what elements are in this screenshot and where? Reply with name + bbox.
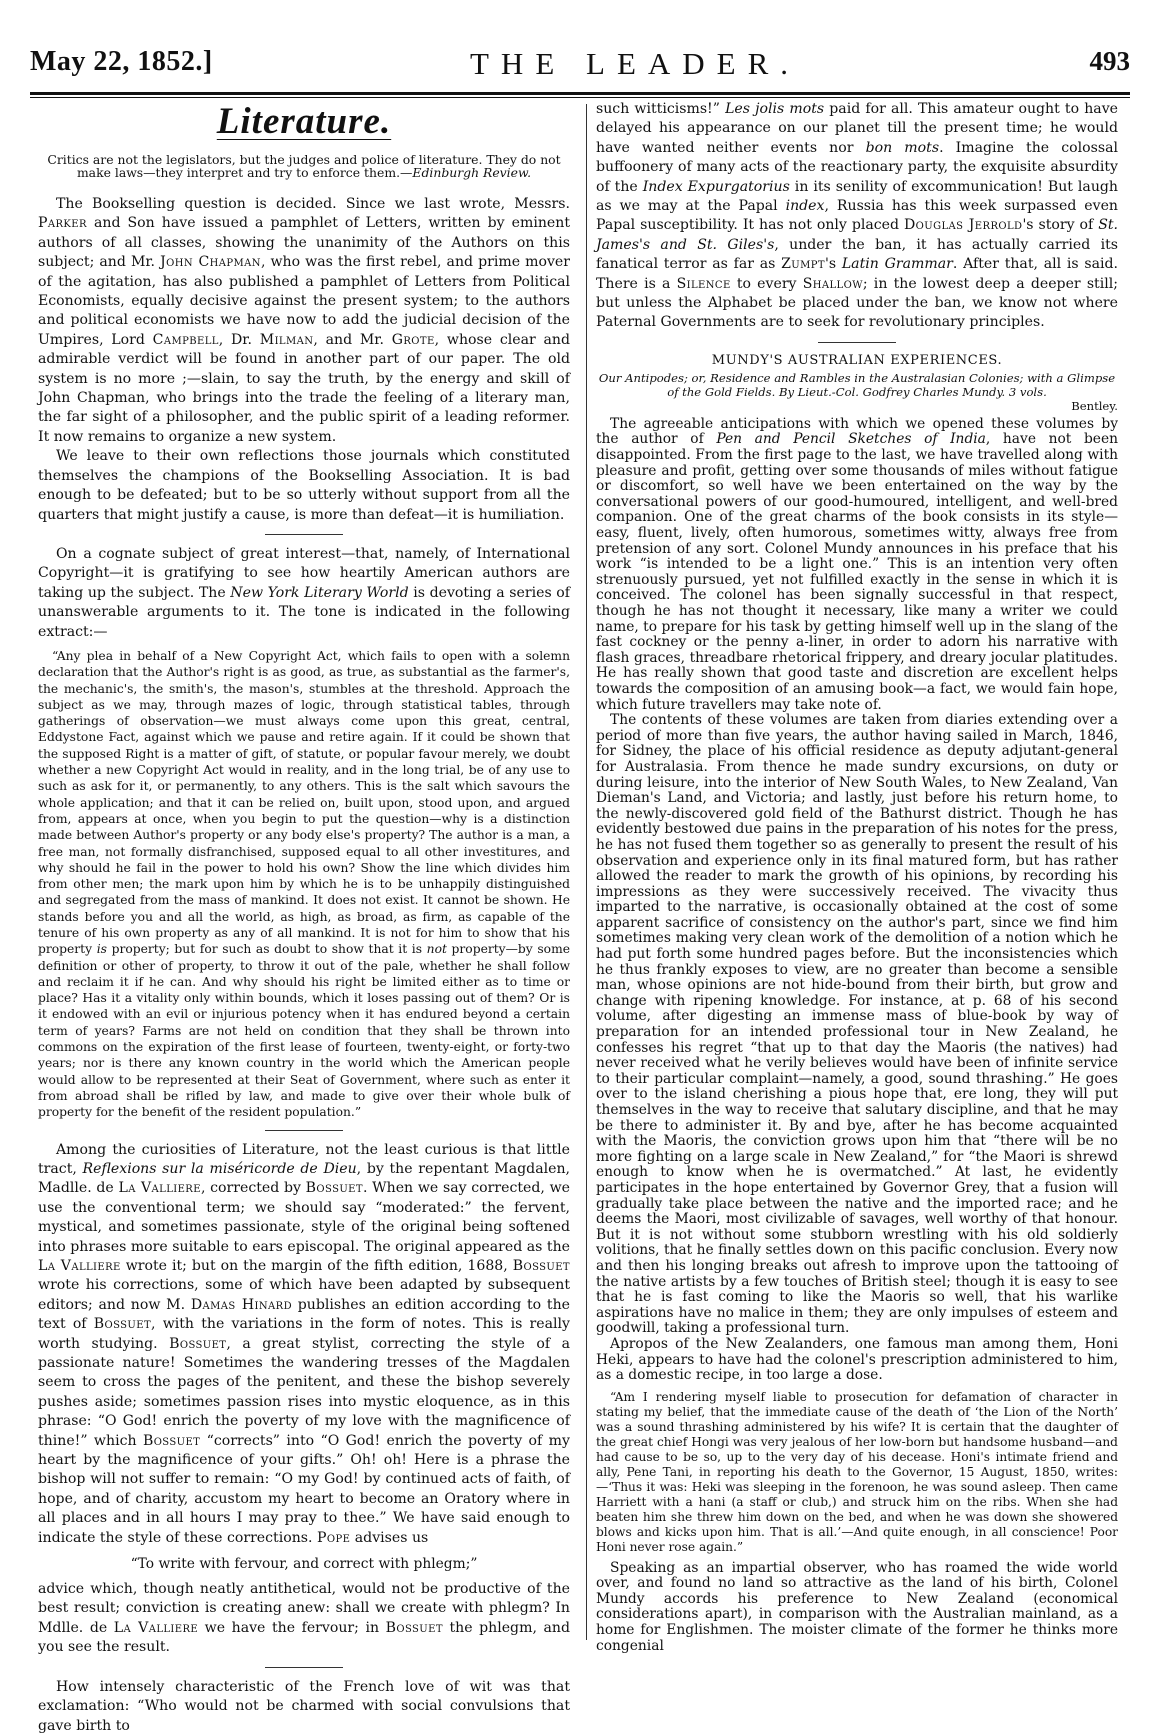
name-bossuet: Bossuet <box>305 1180 363 1197</box>
name-john-chapman: John Chapman <box>160 254 261 271</box>
masthead-rule-thick <box>30 92 1130 95</box>
review-subtitle: Our Antipodes; or, Residence and Rambles in the Australasian Colonies; with a Glimpse of the Gold Fields. By Lieut.-Col. Godfrey Charles Mundy. 3 vols. <box>598 370 1116 399</box>
title-new-york-literary-world: New York Literary World <box>230 584 409 601</box>
text-run: property—by some definition or other of property, to throw it out of the pale, whether he shall follow and reclaim it if he can. And why should his right be limited either as to time or place? Has it a vitality only within bounds, which it loses passing out of them? Or is it endowed with an evil or injurious potency when it has endured beyond a certain term of years? Farms are not held on condition that they shall be thrown into commons on the expiration of the first lease of fourteen, twenty-eight, or forty-two years; nor is there any known country in the world which the American people would allow to be represented at their Seat of Government, where such as enter it from abroad shall be rifled by law, and made to give over their whole bulk of property for the benefit of the resident population.” <box>38 942 571 1120</box>
epigraph <box>38 153 570 179</box>
text-run: “Any plea in behalf of a New Copyright Act, which fails to open with a solemn declaration that the Author's right is as good, as true, as substantial as the farmer's, the mechanic's, the smith's, the mason's, stumbles at the threshold. Approach the subject as we may, through mazes of logic, through statistical tables, through gatherings of observation—we must always come upon this great, central, Eddystone Fact, against which we pause and retire again. If it could be shown that the supposed Right is a matter of gift, of statute, or popular favour merely, we doubt whether a new Copyright Act would in reality, and in the long trial, be of any use to such as ask for it, or permanently, to any others. This is the salt which savours the whole application; and that it can be relied on, built upon, stood upon, and argued from, appears at once, when you begin to put the question—why is a distinction made between Author's property or any body else's property? The author is a man, a free man, not formally disfranchised, supposed equal to all other investitures, and why should he fail in the power to hold his own? Show the line which divides him from other men; the mark upon him by which he is to be unhappily distinguished and segregated from the mass of mankind. It does not exist. It cannot be shown. He stands before you and all the world, as high, as broad, as firm, as capable of the tenure of his own property as any of all mankind. It is not for him to show that his property <box>38 648 570 957</box>
phrase-bon-mots: bon mots <box>865 139 940 156</box>
word-index: index <box>785 198 825 215</box>
mundy-contents-paragraph: The contents of these volumes are taken from diaries extending over a period of more than five years, the author having sailed in March, 1846, for Sidney, the place of his official residence as deputy adjutant-general for Australasia. From thence he made sundry excursions, on duty or during leisure, into the interior of New South Wales, to New Zealand, Van Dieman's Land, and Victoria; and lastly, just before his return home, to the newly-discovered gold field of the Bathurst district. Though he has evidently bestowed due pains in the preparation of his notes for the press, he has not fused them together so as generally to present the result of his observation and experience only in its final matured form, but has rather allowed the reader to mark the growth of his opinions, by recording his impressions as they were successively received. The vivacity thus imparted to the narrative, is occasionally obtained at the cost of some apparent sacrifice of consistency on the author's part, since we find him sometimes making very clean work of the demolition of a notion which he had put forth some hundred pages before. But the inconsistencies which he thus frankly exposes to view, are no greater than become a sensible man, whose opinions are not hide-bound from their birth, but grow and change with ripening knowledge. For instance, at p. 68 of his second volume, after digesting an immense mass of blue-book by way of preparation for an intended professional tour in New Zealand, he confesses his regret “that up to that day the Maoris (the natives) had never received what he verily believes would have been of infinite service to their particular complaint—namely, a good, sound thrashing.” He goes over to the island cherishing a pious hope that, ere long, they will put themselves in the way to receive that salutary discipline, and that he may be there to administer it. By and bye, after he has become acquainted with the Maoris, the conviction grows upon him that “there will be no more fighting on a large scale in New Zealand,” for “the Maori is shrewd enough to know when he is overmatched.” At last, he evidently participates in the hope entertained by Governor Grey, that a fusion will gradually take place between the native and the imported race; and he deems the Maori, most civilizable of savages, well worthy of that honour. But it is not without some stubborn wrestling with his old soldierly volitions, that he finally settles down on this pacific conclusion. Every now and then his longing breaks out afresh to improve upon the tattooing of the native artists by a few touches of British steel; though it is easy to see that he is fast coming to like the Maoris so well, that his warlike aspirations have no malice in them; they are only impulses of esteem and goodwill, taking a professional turn. <box>596 712 1118 1337</box>
name-grote: Grote <box>391 331 435 348</box>
text-run: , Russia has this week surpassed even Papal susceptibility. It has not only placed <box>596 198 1119 234</box>
text-run: , corrected by <box>200 1180 306 1197</box>
text-run: is devoting a series of unanswerable arguments to it. The tone is indicated in the following extract:— <box>38 584 570 640</box>
name-campbell: Campbell <box>152 331 219 348</box>
word-silence: Silence <box>676 275 731 292</box>
separator-rule <box>265 534 343 535</box>
masthead <box>30 46 1130 94</box>
new-zealand-paragraph: Speaking as an impartial observer, who has roamed the wide world over, and found no land so attractive as the land of his birth, Colonel Mundy accords his preference to New Zealand (economical considerations apart), in comparison with the Australian mainland, as a home for Englishmen. The moister climate of the former he thinks more congenial <box>596 1559 1118 1654</box>
separator-rule <box>265 1130 343 1131</box>
name-parker: Parker <box>38 215 87 232</box>
name-la-valliere: La Valliere <box>113 1619 199 1636</box>
text-run: wrote it; but on the margin of the fifth edition, 1688, <box>120 1257 513 1274</box>
journals-paragraph: We leave to their own reflections those journals which constituted themselves the champions of the Bookselling Association. It is bad enough to be defeated; but to be so utterly without support from all the quarters that might justify a cause, is more than defeat—it is humiliation. <box>38 448 570 523</box>
mundy-intro-paragraph <box>596 417 1118 713</box>
text-run: , have not been disappointed. From the first page to the last, we have travelled along with pleasure and profit, getting over some thousands of miles without fatigue or discomfort, so well have we been entertained on the way by the conversational powers of our good-humoured, intelligent, and well-bred companion. One of the great charms of the book consists in its style—easy, fluent, lively, often humorous, sometimes witty, always free from pretension of any sort. Colonel Mundy announces in his preface that his work “is intended to be a light one.” This is an intention very often strenuously pursued, yet not fulfilled exactly in the sense in which it is conceived. The colonel has been signally successful in that respect, though he has not thought it necessary, like many a writer we could name, to prepare for his task by getting himself well up in the slang of the fast cockney or the penny a-liner, in order to adorn his narrative with flash graces, threadbare rhetorical frippery, and dreary jocular platitudes. He has really shown that good taste and discretion are excellent helps towards the composition of an amusing book—a fact, we would fain hope, which future travellers may take note of. <box>596 431 1119 713</box>
text-run: . After that, all is said. There is a <box>596 256 1118 292</box>
text-run: On a cognate subject of great interest—that, namely, of International Copyright—it is gratifying to see how heartily American authors are taking up the subject. The <box>38 545 570 601</box>
french-wit-paragraph: How intensely characteristic of the French love of wit was that exclamation: “Who would not be charmed with social convulsions that gave birth to <box>38 1678 570 1734</box>
text-run: advises us <box>350 1529 429 1546</box>
valliere-paragraph <box>38 1141 570 1549</box>
title-st-james: St. James's and St. Giles's <box>596 217 1118 253</box>
text-run: in its senility of excommunication! But laugh as we may at the Papal <box>596 178 1118 215</box>
title-index-expurgatorius: Index Expurgatorius <box>642 178 790 195</box>
text-run: . When we say corrected, we use the conventional term; we should say “moderated:” the fervent, mystical, and sometimes passionate, style of the original being softened into phrases more suitable to ears episcopal. The original appeared as the <box>38 1180 570 1255</box>
newspaper-title: THE LEADER. <box>470 46 801 81</box>
text-run: paid for all. This amateur ought to have delayed his appearance on our planet till the present time; he would have wanted neither events nor <box>596 101 1119 156</box>
text-run: , by the repentant Magdalen, Madlle. de <box>38 1160 570 1197</box>
bookselling-paragraph <box>38 195 570 447</box>
section-title: Literature. <box>216 101 392 142</box>
text-run: and Son have issued a pamphlet of Letters, written by eminent authors of all classes, showing the unanimity of the Authors on this subject; and Mr. <box>38 215 570 271</box>
text-run: 's story of <box>1022 217 1099 234</box>
name-bossuet: Bossuet <box>385 1619 443 1636</box>
text-run: publishes an edition according to the text of <box>38 1296 570 1333</box>
text-run: the phlegm, and you see the result. <box>38 1619 570 1656</box>
name-damas-hinard: Damas Hinard <box>190 1296 293 1313</box>
phlegm-paragraph <box>38 1580 570 1658</box>
emphasis-is: is <box>96 942 107 957</box>
title-reflexions: Reflexions sur la miséricorde de Dieu <box>82 1160 357 1177</box>
review-title: MUNDY'S AUSTRALIAN EXPERIENCES. <box>711 352 1003 368</box>
epigraph-text: Critics are not the legislators, but the judges and police of literature. They do not make laws—they interpret and try to enforce them.— <box>47 152 561 180</box>
text-run: such witticisms!” <box>596 101 726 117</box>
title-pen-and-pencil: Pen and Pencil Sketches of India <box>716 431 986 448</box>
text-run: wrote his corrections, some of which have been adapted by subsequent editors; and now M. <box>38 1277 570 1313</box>
text-run: , who was the first rebel, and prime mover of the agitation, has also published a pamphlet of Letters from Political Economists, equally decisive against the present system; to the authors and political economists we have now to add the judicial decision of the Umpires, Lord <box>38 254 571 348</box>
text-run: . Imagine the colossal buffoonery of many acts of the reactionary party, the exquisite absurdity of the <box>596 139 1119 195</box>
text-run: , with the variations in the form of notes. This is really worth studying. <box>38 1316 570 1352</box>
text-run: , whose clear and admirable verdict will be found in another part of our paper. The old system is no more ;—slain, to say the truth, by the energy and skill of John Chapman, who brings into the trade the feeling of a literary man, the far sight of a philosopher, and the public spirit of a leading reformer. It now remains to organize a new system. <box>38 331 570 445</box>
page-number: 493 <box>1089 46 1130 76</box>
text-run: , Dr. <box>218 331 260 348</box>
separator-rule <box>265 1667 343 1668</box>
word-shallow: Shallow <box>802 275 863 292</box>
witticisms-paragraph <box>596 100 1118 333</box>
issue-date: May 22, 1852.] <box>30 46 213 77</box>
phrase-les-jolis-mots: Les jolis mots <box>725 101 825 117</box>
text-run: 's <box>824 256 842 273</box>
name-bossuet: Bossuet <box>169 1335 227 1352</box>
text-run: to every <box>730 275 803 292</box>
copyright-quote <box>38 648 570 1121</box>
text-run: The Bookselling question is decided. Since we last wrote, Messrs. <box>56 196 570 212</box>
copyright-paragraph <box>38 545 570 642</box>
name-la-valliere: La Valliere <box>118 1180 201 1197</box>
left-column <box>38 100 571 1734</box>
text-run: , under the ban, it has actually carried its fanatical terror as far as <box>596 236 1118 273</box>
name-bossuet: Bossuet <box>142 1432 201 1449</box>
text-run: Among the curiosities of Literature, not the least curious is that little tract, <box>38 1141 570 1177</box>
name-zumpt: Zumpt <box>781 256 825 273</box>
pope-verse: “To write with fervour, and correct with phlegm;” <box>130 1556 478 1573</box>
text-run: “corrects” into “O God! enrich the poverty of my heart by the magnificence of your gifts.” Oh! oh! Here is a phrase the bishop will not suffer to remain: “O my God! by continued acts of faith, of hope, and of charity, accustom my heart to become an Oratory where in all places and in all hours I may pray to thee.” We have said enough to indicate the style of these corrections. <box>38 1432 570 1546</box>
column-divider <box>586 104 587 1640</box>
text-run: , and Mr. <box>313 331 392 348</box>
name-bossuet: Bossuet <box>512 1257 570 1274</box>
emphasis-not: not <box>426 942 447 957</box>
right-column <box>596 100 1119 1654</box>
name-bossuet: Bossuet <box>93 1316 152 1333</box>
text-run: , a great stylist, correcting the style of a passionate nature! Sometimes the wandering tresses of the Magdalen seem to cross the pages of the penitent, and these the bishop severely pushes aside; sometimes passion rises into mystic eloquence, as in this phrase: “O God! enrich the poverty of my love with the magnificence of thine!” which <box>38 1335 570 1449</box>
honi-heki-paragraph: Apropos of the New Zealanders, one famous man among them, Honi Heki, appears to have had the colonel's prescription administered to him, as a domestic recipe, in too large a dose. <box>596 1335 1118 1384</box>
honi-heki-quote: “Am I rendering myself liable to prosecution for defamation of character in stating my belief, that the immediate cause of the death of ‘the Lion of the North’ was a sound thrashing administered by his wife? It is certain that the daughter of the great chief Hongi was very jealous of her low-born but handsome husband—and had cause to be so, up to the very day of his decease. Honi's intimate friend and ally, Pene Tani, in reporting his death to the Governor, 15 August, 1850, writes:—‘Thus it was: Heki was sleeping in the forenoon, he was sound asleep. Then came Harriett with a hani (a staff or club,) and struck him on the ribs. When she had beaten him she threw him down on the bed, and when he was down she showered blows and kicks upon him. That is all.’—And quite enough, in all conscience! Poor Honi never rose again.” <box>596 1389 1118 1554</box>
name-la-valliere: La Valliere <box>38 1257 121 1274</box>
name-milman: Milman <box>259 331 314 348</box>
epigraph-source: Edinburgh Review. <box>412 165 532 180</box>
text-run: we have the fervour; in <box>198 1619 386 1636</box>
review-publisher: Bentley. <box>1071 398 1118 413</box>
name-pope: Pope <box>316 1529 351 1546</box>
text-run: property; but for such as doubt to show that it is <box>106 942 427 957</box>
name-douglas-jerrold: Douglas Jerrold <box>903 217 1023 234</box>
masthead-rule-thin <box>30 97 1130 98</box>
text-run: advice which, though neatly antithetical, would not be productive of the best result; conviction is creating anew: shall we create with phlegm? In Mdlle. de <box>38 1581 570 1636</box>
text-run: The agreeable anticipations with which we opened these volumes by the author of <box>596 415 1118 448</box>
separator-rule <box>818 342 896 343</box>
title-latin-grammar: Latin Grammar <box>841 256 953 273</box>
text-run: ; in the lowest deep a deeper still; but unless the Alphabet be placed under the ban, we know not where Paternal Governments are to seek for revolutionary principles. <box>596 275 1118 331</box>
